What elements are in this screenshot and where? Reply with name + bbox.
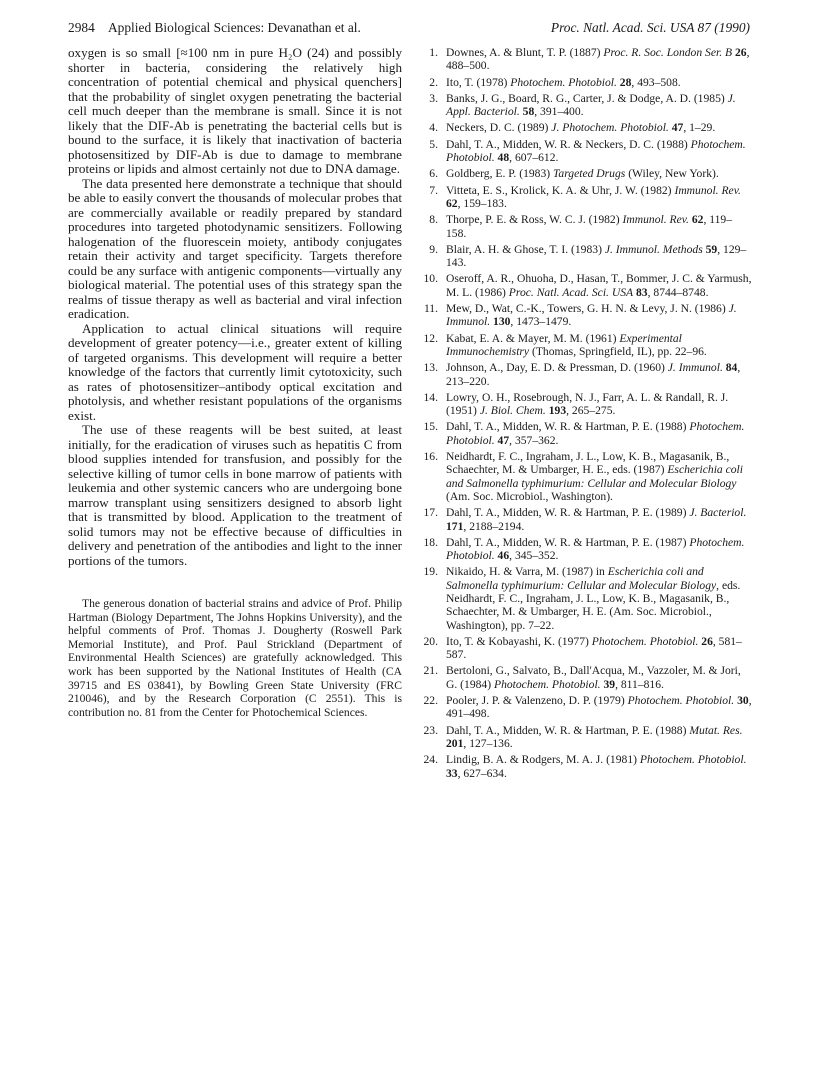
reference-item [420,565,752,631]
reference-pages: , 581–587. [446,634,742,662]
reference-text [446,753,752,780]
reference-number: 23. [423,723,438,737]
reference-item [420,76,752,89]
reference-journal: Photochem. Photobiol. [510,75,617,89]
reference-journal: Photochem. Photobiol. [493,677,601,691]
reference-text [446,565,752,631]
reference-authors: Pooler, J. P. & Valenzeno, D. P. (1979) [446,694,628,708]
reference-authors: Dahl, T. A., Midden, W. R. & Hartman, P. E. (1987) [446,535,690,549]
reference-volume: 62 [446,196,458,210]
reference-pages: , 265–275. [566,404,616,418]
acknowledgment-text: The generous donation of bacterial strains and advice of Prof. Philip Hartman (Biology Department, The Johns Hopkins University), and the helpful comments of Prof. Thomas J. Dougherty (Roswell Park Memorial Institute), and Prof. Paul Strickland (Department of Environmental Health Sciences) are gratefully acknowledged. This work has been supported by the National Institutes of Health (CA 39715 and ES 03841), by Bowling Green State University (FRC 210046), and by the Research Corporation (C 2551). This is contribution no. 81 from the Center for Photochemical Sciences. [68,597,402,719]
reference-number: 15. [423,420,438,434]
reference-number: 24. [423,753,438,767]
reference-volume: 46 [497,549,510,563]
reference-volume: 193 [548,404,567,418]
reference-authors: Thorpe, P. E. & Ross, W. C. J. (1982) [446,213,623,227]
reference-journal: J. Bacteriol. [689,506,747,520]
reference-volume: 58 [522,105,535,119]
reference-item [420,664,752,691]
reference-text [446,243,752,270]
reference-volume: 130 [493,315,511,329]
reference-item [420,121,752,134]
reference-authors: Neidhardt, F. C., Ingraham, J. L., Low, K. B., Magasanik, B., Schaechter, M. & Umbarger, H. E., eds. (1987) [446,450,730,477]
reference-pages: , 127–136. [463,736,513,750]
reference-journal: Photochem. Photobiol. [446,535,745,563]
reference-number: 14. [423,390,438,404]
reference-text [446,536,752,563]
reference-number: 8. [429,213,438,227]
reference-text [446,138,752,165]
reference-item [420,302,752,329]
reference-item [420,450,752,503]
reference-item [420,167,752,180]
reference-text [446,272,752,299]
reference-authors: Downes, A. & Blunt, T. P. (1887) [446,46,604,59]
reference-pages: , 2188–2194. [463,519,525,533]
reference-number: 3. [429,91,438,105]
reference-pages: (Thomas, Springfield, IL), pp. 22–96. [529,344,707,358]
reference-number: 20. [423,634,438,648]
reference-item [420,420,752,447]
reference-pages: , 129–143. [446,242,747,270]
reference-journal: Targeted Drugs [553,167,626,181]
body-paragraph: The use of these reagents will be best suited, at least initially, for the eradication of viruses such as hepatitis C from blood supplies intended for transfusion, and possibly for the selective killing of tumor cells in bone marrow of patients with leukemia and other systemic cancers who are undergoing bone marrow transplant using sensitizers designed to absorb light that is transmitted by blood. Application to the treatment of solid tumors may not be effective because of difficulties in delivery and penetration of the antibodies and light to the inner portions of the tumors. [68,422,402,568]
reference-number: 6. [429,167,438,181]
reference-pages: , 345–352. [509,549,559,563]
reference-text [446,213,752,240]
reference-journal: J. Immunol. [667,361,723,375]
reference-authors: Dahl, T. A., Midden, W. R. & Hartman, P. E. (1988) [446,420,690,434]
reference-number: 12. [423,331,438,345]
reference-item [420,92,752,119]
reference-volume: 26 [701,634,713,648]
reference-item [420,213,752,240]
reference-text [446,361,752,388]
reference-pages: , 8744–8748. [647,285,709,299]
reference-text [446,167,752,180]
reference-number: 5. [429,137,438,151]
reference-pages: , 159–183. [457,196,507,210]
reference-item [420,753,752,780]
reference-text [446,664,752,691]
reference-item [420,391,752,418]
reference-volume: 171 [446,519,464,533]
reference-volume: 39 [603,677,616,691]
page-number: 2984 [68,20,95,35]
header-section-authors: Applied Biological Sciences: Devanathan et al. [108,20,361,35]
reference-item [420,243,752,270]
reference-pages: , 488–500. [446,46,750,73]
reference-journal: Immunol. Rev. [674,183,741,197]
reference-item [420,361,752,388]
reference-authors: Blair, A. H. & Ghose, T. I. (1983) [446,242,605,256]
reference-text [446,724,752,751]
reference-number: 22. [423,694,438,708]
reference-pages: , 627–634. [457,766,507,780]
reference-item [420,694,752,721]
reference-authors: Ito, T. (1978) [446,75,511,89]
reference-number: 10. [423,272,438,286]
reference-text [446,92,752,119]
reference-journal: Photochem. Photobiol. [639,753,747,767]
reference-text [446,506,752,533]
reference-text [446,46,752,73]
body-text-column [68,46,402,568]
reference-pages: (Am. Soc. Microbiol., Washington). [446,489,613,503]
reference-journal: Photochem. Photobiol. [591,634,699,648]
header-journal-citation: Proc. Natl. Acad. Sci. USA 87 (1990) [550,20,750,35]
reference-number: 4. [429,121,438,135]
reference-number: 11. [423,302,438,316]
reference-item [420,536,752,563]
reference-authors: Johnson, A., Day, E. D. & Pressman, D. (1960) [446,361,668,375]
reference-volume: 83 [636,285,648,299]
body-paragraph: The data presented here demonstrate a technique that should be able to easily convert the thousands of molecular probes that are commercially available or readily prepared by standard procedures into targeted photodynamic sensitizers. Following halogenation of the fluorescein moiety, antibody conjugates retain their activity and target specificity. Targets therefore could be any surface with antigenic components—virtually any biological material. The potential uses of this strategy span the realms of tissue therapy as well as bacterial and viral infection eradication. [68,175,402,321]
reference-number: 13. [423,361,438,375]
reference-authors: Goldberg, E. P. (1983) [446,167,554,181]
reference-number: 19. [423,565,438,579]
reference-authors: Neckers, D. C. (1989) [446,121,552,135]
reference-item [420,332,752,359]
reference-authors: Oseroff, A. R., Ohuoha, D., Hasan, T., Bommer, J. C. & Yarmush, M. L. (1986) [446,272,752,299]
reference-journal: Proc. R. Soc. London Ser. B [603,46,733,59]
reference-authors: Dahl, T. A., Midden, W. R. & Hartman, P. E. (1989) [446,506,690,520]
reference-number: 1. [429,46,438,59]
reference-text [446,391,752,418]
reference-journal: J. Appl. Bacteriol. [446,91,736,119]
reference-pages: , 391–400. [534,105,584,119]
reference-number: 7. [429,183,438,197]
reference-pages: , eds. Neidhardt, F. C., Ingraham, J. L., Low, K. B., Magasanik, B., Schaechter, M. & Umbarger, H. E. (Am. Soc. Microbiol., Washington), pp. 7–22. [446,578,741,632]
reference-list [420,46,752,783]
reference-authors: Nikaido, H. & Varra, M. (1987) in [446,565,608,579]
reference-authors: Mew, D., Wat, C.-K., Towers, G. H. N. & Levy, J. N. (1986) [446,302,729,316]
reference-item [420,635,752,662]
reference-text [446,450,752,503]
reference-item [420,506,752,533]
reference-pages: , 1–29. [683,121,716,135]
reference-volume: 48 [497,151,510,165]
reference-volume: 26 [735,46,747,59]
reference-authors: Banks, J. G., Board, R. G., Carter, J. & Dodge, A. D. (1985) [446,91,728,105]
reference-authors: Kabat, E. A. & Mayer, M. M. (1961) [446,331,620,345]
reference-journal: J. Immunol. [446,302,737,329]
reference-item [420,272,752,299]
reference-journal: Experimental Immunochemistry [446,331,682,358]
reference-authors: Dahl, T. A., Midden, W. R. & Hartman, P. E. (1988) [446,723,690,737]
reference-text [446,76,752,89]
reference-volume: 47 [497,433,510,447]
reference-number: 16. [423,450,438,464]
reference-authors: Dahl, T. A., Midden, W. R. & Neckers, D. C. (1988) [446,137,691,151]
reference-volume: 47 [671,121,684,135]
reference-text [446,694,752,721]
reference-authors: Ito, T. & Kobayashi, K. (1977) [446,634,592,648]
reference-number: 18. [423,535,438,549]
reference-volume: 201 [446,736,464,750]
reference-volume: 59 [705,242,718,256]
reference-text [446,184,752,211]
reference-text [446,302,752,329]
reference-volume: 62 [691,213,704,227]
reference-journal: Photochem. Photobiol. [446,420,745,447]
reference-pages: , 811–816. [615,677,664,691]
reference-text [446,332,752,359]
reference-number: 17. [423,506,438,520]
reference-journal: Photochem. Photobiol. [446,137,746,165]
reference-pages: , 491–498. [446,694,752,721]
reference-number: 21. [423,664,438,678]
reference-journal: Escherichia coli and Salmonella typhimurium: Cellular and Molecular Biology [446,463,744,490]
reference-pages: , 357–362. [509,433,559,447]
reference-pages: , 119–158. [446,213,732,240]
reference-authors: Lindig, B. A. & Rodgers, M. A. J. (1981) [446,753,640,767]
running-header [68,20,750,40]
reference-volume: 30 [737,694,749,708]
reference-journal: Photochem. Photobiol. [627,694,735,708]
reference-authors: Bertoloni, G., Salvato, B., Dall'Acqua, M., Vazzoler, M. & Jori, G. (1984) [446,664,741,691]
body-paragraph: oxygen is so small [≈100 nm in pure H₂O (24) and possibly shorter in bacteria, considering the relatively high concentration of potential chemical and physical quenchers] that the probability of singlet oxygen penetrating the bacterial cell much deeper than the membrane is small. Since it is not likely that the DIF-Ab is penetrating the bacterial cells but is bound to the surface, it is likely that inactivation of bacteria photosensitized by DIF-Ab is due to damage to membrane proteins or lipids and almost certainly not due to DNA damage. [68,45,402,176]
reference-volume: 33 [446,766,458,780]
reference-item [420,184,752,211]
reference-text [446,420,752,447]
reference-number: 2. [429,75,438,89]
reference-volume: 28 [619,75,632,89]
reference-pages: , 493–508. [631,75,681,89]
reference-journal: J. Immunol. Methods [604,242,703,256]
reference-authors: Lowry, O. H., Rosebrough, N. J., Farr, A. L. & Randall, R. J. (1951) [446,390,729,418]
reference-pages: , 213–220. [446,361,741,388]
reference-item [420,138,752,165]
reference-pages: (Wiley, New York). [625,167,719,181]
reference-journal: J. Photochem. Photobiol. [551,121,669,135]
reference-volume: 84 [725,361,738,375]
reference-number: 9. [429,242,438,256]
reference-authors: Vitteta, E. S., Krolick, K. A. & Uhr, J. W. (1982) [446,183,675,197]
reference-item [420,724,752,751]
reference-journal: Immunol. Rev. [622,213,689,227]
body-paragraph: Application to actual clinical situations will require development of greater potency—i.e., greater extent of killing of targeted organisms. This development will require a better knowledge of the factors that currently limit cytotoxicity, such as rates of photosensitizer–antibody optical excitation and photolysis, and whether resistant populations of the organisms exist. [68,320,402,423]
reference-item [420,46,752,73]
reference-text [446,635,752,662]
reference-text [446,121,752,134]
acknowledgment-section [68,597,402,719]
reference-journal: J. Biol. Chem. [479,404,546,418]
reference-journal: Mutat. Res. [689,723,743,737]
reference-pages: , 1473–1479. [510,315,572,329]
reference-pages: , 607–612. [509,151,559,165]
reference-journal: Escherichia coli and Salmonella typhimurium: Cellular and Molecular Biology [446,565,717,592]
reference-journal: Proc. Natl. Acad. Sci. USA [508,285,634,299]
